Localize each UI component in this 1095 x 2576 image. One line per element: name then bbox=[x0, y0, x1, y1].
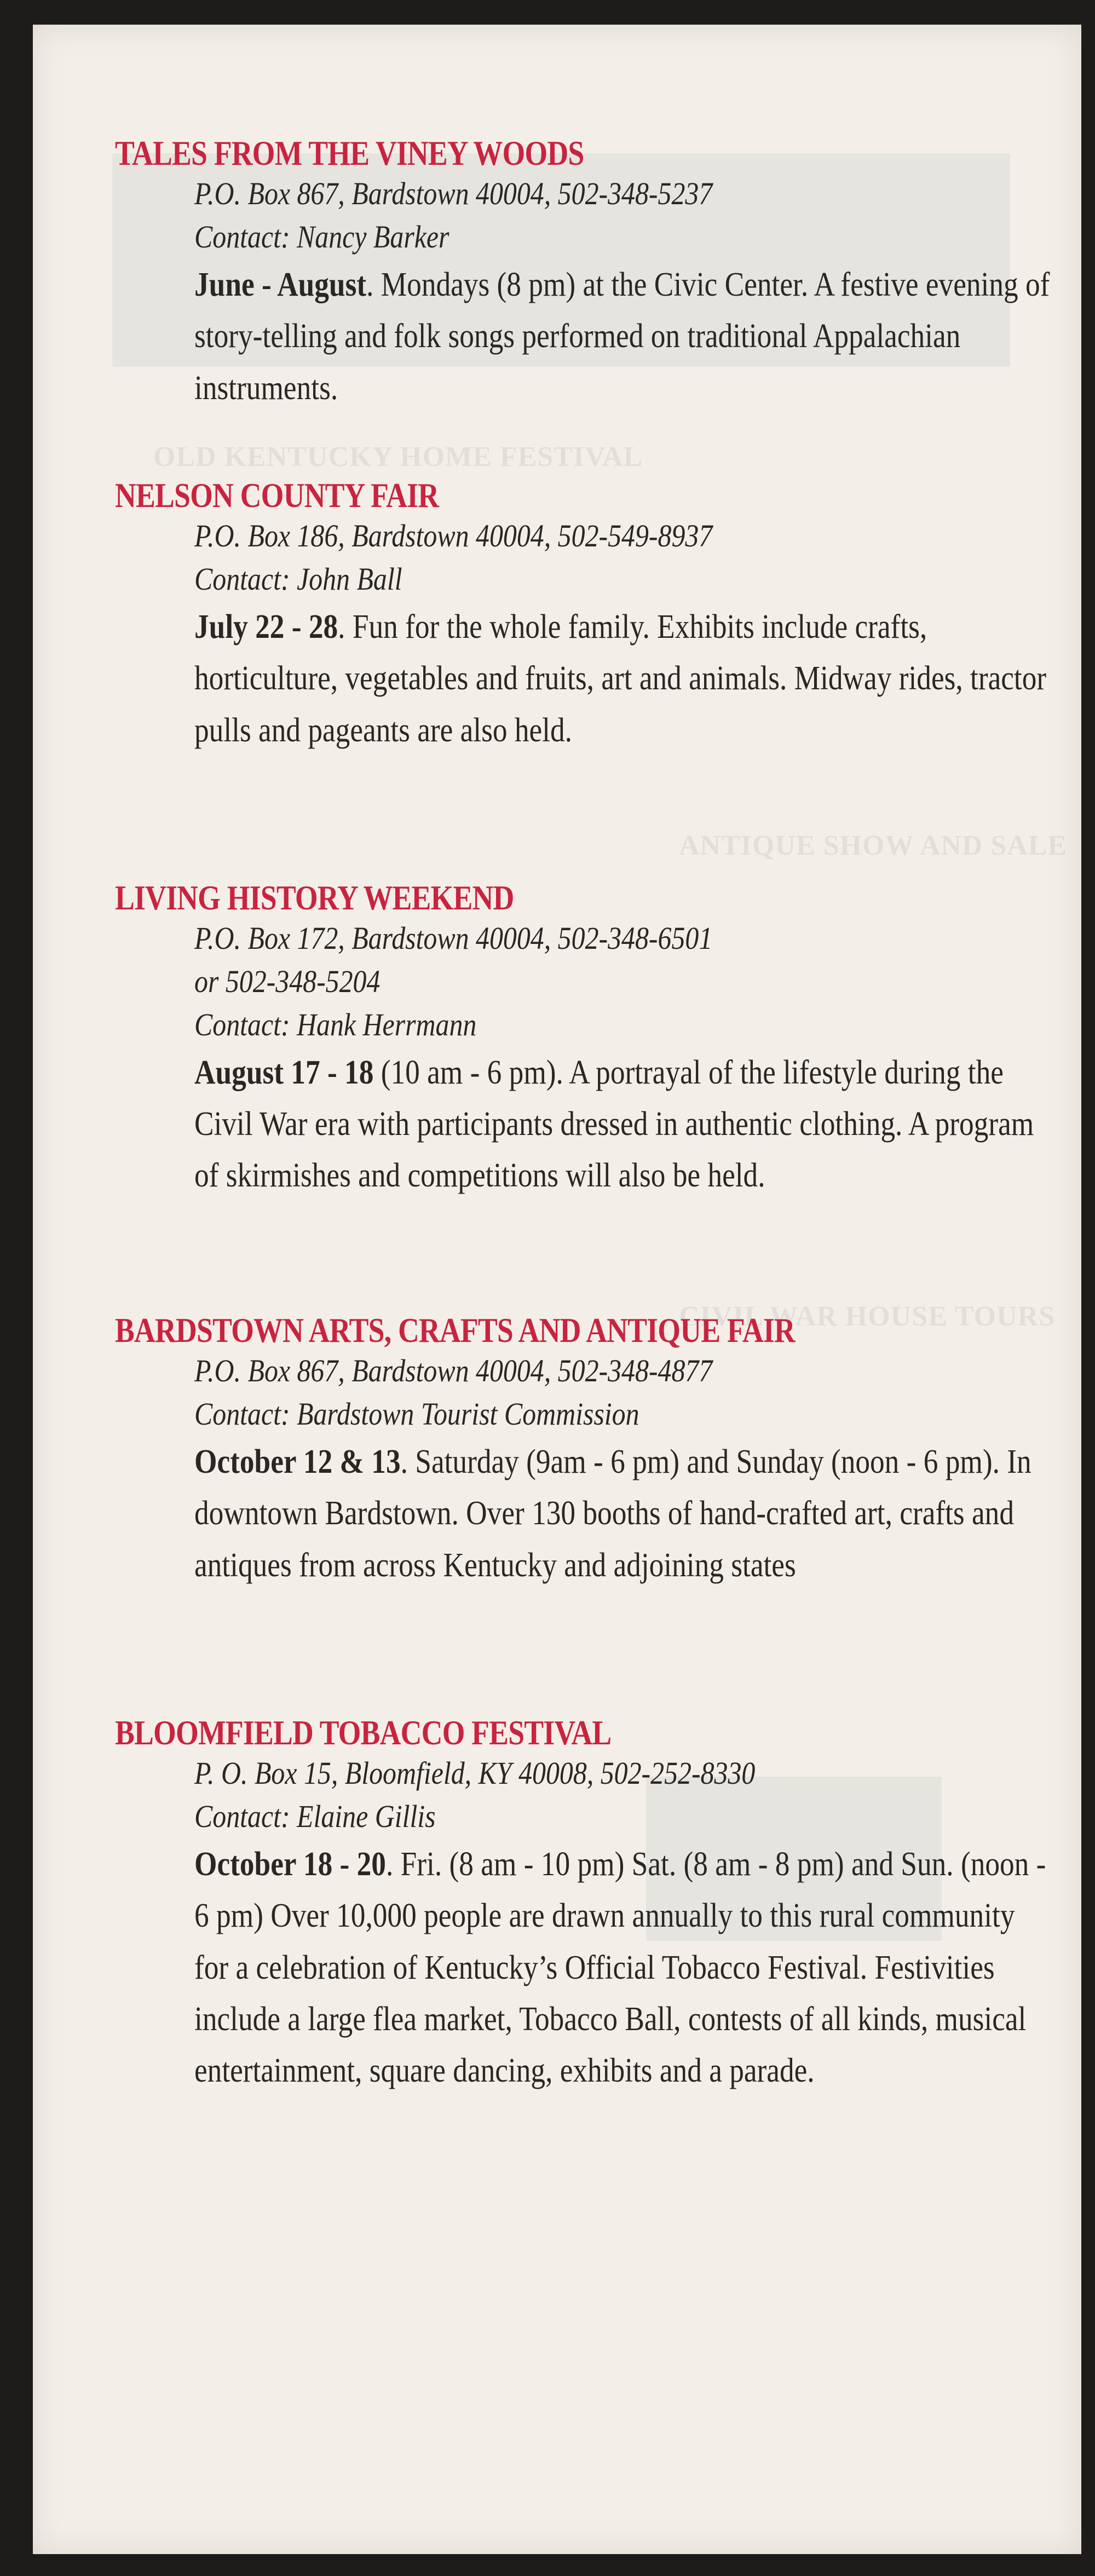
event-title: BARDSTOWN ARTS, CRAFTS AND ANTIQUE FAIR bbox=[115, 1311, 795, 1350]
event-title: NELSON COUNTY FAIR bbox=[115, 476, 439, 515]
event-title: BLOOMFIELD TOBACCO FESTIVAL bbox=[115, 1713, 612, 1752]
event-description: . Saturday (9am - 6 pm) and Sunday (noon - 6 pm). In downtown Bardstown. Over 130 booths of hand-crafted art, crafts and antiques from across Kentucky and adjoining states bbox=[194, 1443, 1031, 1584]
event-entry bbox=[115, 476, 1046, 756]
event-address: P.O. Box 172, Bardstown 40004, 502-348-6501 bbox=[194, 920, 713, 956]
event-contact: Contact: John Ball bbox=[194, 561, 402, 597]
event-description: . Mondays (8 pm) at the Civic Center. A festive evening of story-telling and folk songs performed on traditional Appalachian instruments. bbox=[194, 266, 1050, 407]
event-entry bbox=[115, 879, 1046, 1202]
event-contact: Contact: Nancy Barker bbox=[194, 219, 449, 255]
event-description-block bbox=[194, 601, 1051, 756]
event-address: P.O. Box 867, Bardstown 40004, 502-348-4877 bbox=[194, 1353, 713, 1389]
event-contact: Contact: Elaine Gillis bbox=[194, 1799, 436, 1835]
event-address-alt: or 502-348-5204 bbox=[194, 964, 381, 1000]
bleed-through-text: CIVIL WAR HOUSE TOURS bbox=[679, 1301, 1056, 1332]
event-address: P. O. Box 15, Bloomfield, KY 40008, 502-252-8330 bbox=[194, 1755, 756, 1791]
event-entry bbox=[115, 1311, 1046, 1591]
brochure-page bbox=[33, 25, 1081, 2554]
event-body bbox=[194, 917, 1051, 1201]
event-body bbox=[194, 1350, 1051, 1590]
event-description-block bbox=[194, 1436, 1051, 1591]
event-dates: August 17 - 18 bbox=[194, 1054, 374, 1092]
event-description: (10 am - 6 pm). A portrayal of the lifestyle during the Civil War era with participants dressed in authentic clothing. A program of skirmishes and competitions will also be held. bbox=[194, 1054, 1034, 1195]
event-description: . Fri. (8 am - 10 pm) Sat. (8 am - 8 pm) and Sun. (noon - 6 pm) Over 10,000 people are drawn annually to this rural community for a celebration of Kentucky’s Official Tobacco Festival. Festivities include a large flea market, Tobacco Ball, contests of all kinds, musical entertainment, square dancing, exhibits and a parade. bbox=[194, 1846, 1046, 2090]
event-title: LIVING HISTORY WEEKEND bbox=[115, 878, 514, 917]
bleed-through-text: OLD KENTUCKY HOME FESTIVAL bbox=[153, 441, 643, 472]
event-address: P.O. Box 186, Bardstown 40004, 502-549-8937 bbox=[194, 518, 713, 554]
event-dates: July 22 - 28 bbox=[194, 608, 338, 646]
event-entry bbox=[115, 134, 1050, 414]
event-dates: October 18 - 20 bbox=[194, 1846, 386, 1883]
event-description-block bbox=[194, 259, 1051, 414]
event-body bbox=[194, 172, 1051, 413]
event-description-block bbox=[194, 1839, 1051, 2096]
event-contact: Contact: Bardstown Tourist Commission bbox=[194, 1396, 639, 1432]
event-body bbox=[194, 1752, 1051, 2096]
event-description: . Fun for the whole family. Exhibits include crafts, horticulture, vegetables and fruits, art and animals. Midway rides, tractor pulls and pageants are also held. bbox=[194, 608, 1047, 749]
event-body bbox=[194, 515, 1051, 756]
event-title: TALES FROM THE VINEY WOODS bbox=[115, 134, 584, 172]
event-address: P.O. Box 867, Bardstown 40004, 502-348-5237 bbox=[194, 176, 713, 212]
event-description-block bbox=[194, 1047, 1051, 1202]
event-contact: Contact: Hank Herrmann bbox=[194, 1007, 477, 1043]
event-dates: October 12 & 13 bbox=[194, 1443, 401, 1481]
bleed-through-text: ANTIQUE SHOW AND SALE bbox=[679, 830, 1068, 861]
event-entry bbox=[115, 1714, 1046, 2096]
event-dates: June - August bbox=[194, 266, 367, 304]
